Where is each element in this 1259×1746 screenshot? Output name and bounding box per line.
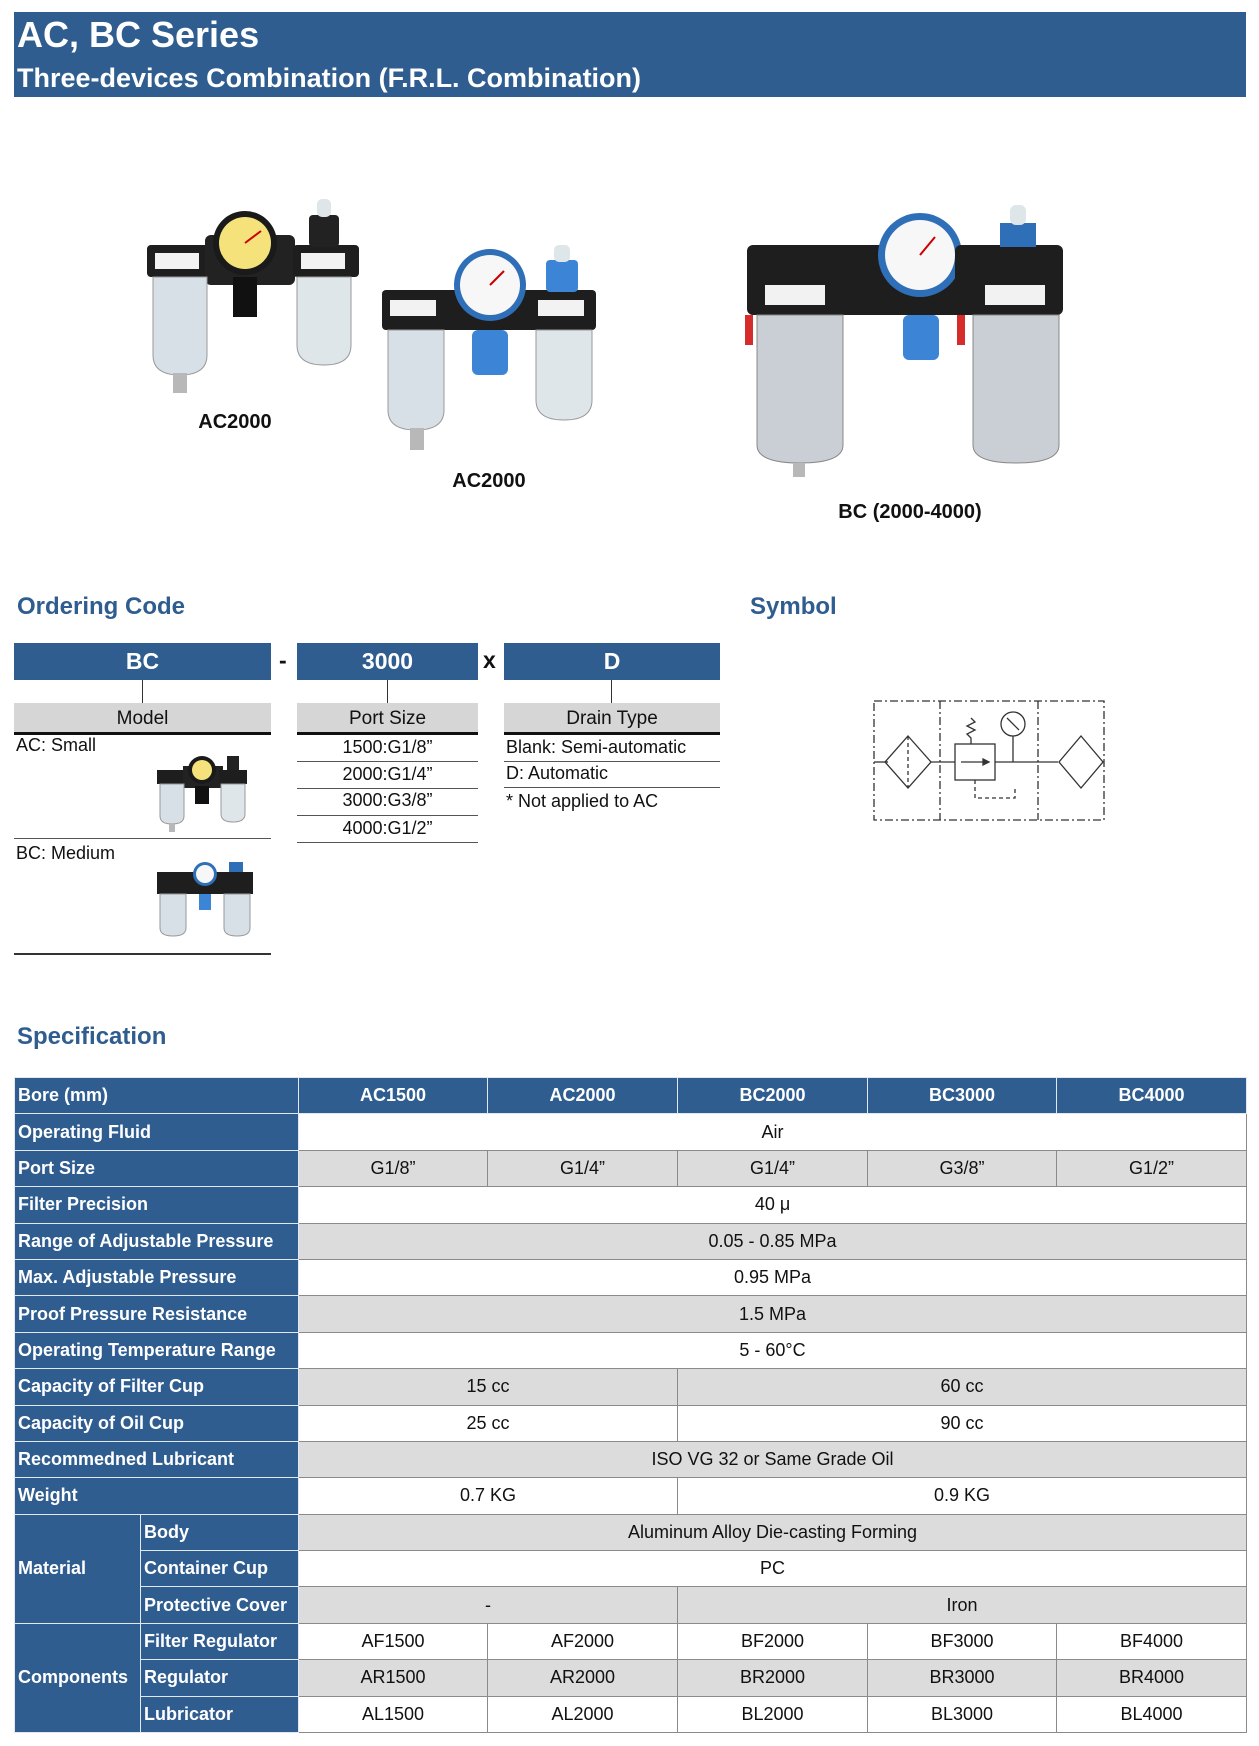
table-cell: BL4000 [1057,1696,1247,1732]
port-size-divider [297,815,478,816]
table-row [15,1587,1247,1623]
table-cell: 60 cc [678,1369,1247,1405]
model-option-medium: BC: Medium [16,843,116,863]
code-separator-dash: - [279,647,287,673]
product-image-ac2000 [380,245,600,455]
drain-divider [504,787,720,788]
table-cell: 0.7 KG [299,1478,678,1514]
port-size-divider [297,761,478,762]
table-cell: 0.05 - 0.85 MPa [299,1223,1247,1259]
table-cell: AF2000 [488,1623,678,1659]
table-row [15,1332,1247,1368]
row-label: Operating Temperature Range [15,1332,299,1368]
row-label: Operating Fluid [15,1114,299,1150]
table-row [15,1078,1247,1114]
drain-type-column-header: Drain Type [504,703,720,735]
table-cell: G3/8” [868,1150,1057,1186]
port-size-option-1500: 1500:G1/8” [342,737,433,757]
row-label: Body [141,1514,299,1550]
row-label: Lubricator [141,1696,299,1732]
port-size-divider [297,788,478,789]
table-cell: BR2000 [678,1660,868,1696]
page-header [14,12,1246,97]
product-caption-1: AC2000 [198,411,272,433]
table-cell: AR1500 [299,1660,488,1696]
row-label: Range of Adjustable Pressure [15,1223,299,1259]
drain-option-semi-automatic: Blank: Semi-automatic [506,737,687,757]
table-row [15,1223,1247,1259]
table-cell: 15 cc [299,1369,678,1405]
model-header-cell: AC2000 [488,1078,678,1114]
model-small-image [155,752,250,832]
table-cell: AL1500 [299,1696,488,1732]
table-row [15,1551,1247,1587]
table-cell: ISO VG 32 or Same Grade Oil [299,1441,1247,1477]
row-label: Max. Adjustable Pressure [15,1259,299,1295]
table-cell: AR2000 [488,1660,678,1696]
port-size-option-2000: 2000:G1/4” [342,764,433,784]
model-header-cell: BC3000 [868,1078,1057,1114]
table-row [15,1441,1247,1477]
row-label: Bore (mm) [15,1078,299,1114]
table-row [15,1514,1247,1550]
product-image-bc [745,205,1065,480]
table-cell: AL2000 [488,1696,678,1732]
table-cell: BF2000 [678,1623,868,1659]
page-title: AC, BC Series [17,14,260,55]
row-label: Capacity of Filter Cup [15,1369,299,1405]
table-row [15,1369,1247,1405]
table-cell: - [299,1587,678,1623]
table-cell: AF1500 [299,1623,488,1659]
table-cell: 40 μ [299,1187,1247,1223]
table-row [15,1296,1247,1332]
port-size-bottom-line [297,842,478,843]
table-cell: 1.5 MPa [299,1296,1247,1332]
row-label: Capacity of Oil Cup [15,1405,299,1441]
drain-option-automatic: D: Automatic [506,763,609,783]
model-divider [14,838,271,839]
table-cell: BL2000 [678,1696,868,1732]
group-label-components: Components [15,1623,141,1732]
symbol-title: Symbol [750,593,837,620]
row-label: Regulator [141,1660,299,1696]
table-row [15,1405,1247,1441]
row-label: Filter Regulator [141,1623,299,1659]
model-header-cell: BC4000 [1057,1078,1247,1114]
row-label: Weight [15,1478,299,1514]
table-row [15,1623,1247,1659]
table-row [15,1259,1247,1295]
drain-divider [504,761,720,762]
product-caption-3: BC (2000-4000) [838,501,982,523]
connector-line [611,680,612,703]
table-row [15,1478,1247,1514]
table-cell: 25 cc [299,1405,678,1441]
table-cell: BR3000 [868,1660,1057,1696]
table-row [15,1114,1247,1150]
row-label: Protective Cover [141,1587,299,1623]
connector-line [387,680,388,703]
port-size-column-header: Port Size [297,703,478,735]
specification-table [14,1077,1247,1733]
row-label: Recommedned Lubricant [15,1441,299,1477]
port-size-option-3000: 3000:G3/8” [342,790,433,810]
specification-title: Specification [17,1023,167,1050]
table-cell: G1/4” [488,1150,678,1186]
table-cell: Iron [678,1587,1247,1623]
table-cell: 90 cc [678,1405,1247,1441]
table-row [15,1150,1247,1186]
code-drain-box: D [504,643,720,680]
model-medium-image [155,860,255,942]
drain-note: * Not applied to AC [506,791,659,811]
table-cell: BF3000 [868,1623,1057,1659]
table-row [15,1660,1247,1696]
port-size-option-4000: 4000:G1/2” [342,818,433,838]
product-caption-2: AC2000 [452,470,526,492]
connector-line [142,680,143,703]
table-cell: G1/8” [299,1150,488,1186]
row-label: Container Cup [141,1551,299,1587]
table-cell: G1/4” [678,1150,868,1186]
table-cell: 0.95 MPa [299,1259,1247,1295]
code-separator-x: x [483,647,496,673]
model-column-header: Model [14,703,271,735]
table-cell: BF4000 [1057,1623,1247,1659]
group-label-material: Material [15,1514,141,1623]
model-header-cell: AC1500 [299,1078,488,1114]
ordering-code-title: Ordering Code [17,593,186,620]
table-cell: PC [299,1551,1247,1587]
table-cell: G1/2” [1057,1150,1247,1186]
code-model-box: BC [14,643,271,680]
table-cell: BR4000 [1057,1660,1247,1696]
table-cell: Aluminum Alloy Die-casting Forming [299,1514,1247,1550]
row-label: Filter Precision [15,1187,299,1223]
model-bottom-line [14,953,271,955]
model-header-cell: BC2000 [678,1078,868,1114]
table-cell: 5 - 60°C [299,1332,1247,1368]
table-cell: 0.9 KG [678,1478,1247,1514]
frl-symbol-diagram [873,700,1105,822]
table-row [15,1187,1247,1223]
row-label: Port Size [15,1150,299,1186]
page-subtitle: Three-devices Combination (F.R.L. Combination) [17,63,642,93]
table-cell: BL3000 [868,1696,1057,1732]
product-image-ac2000-small [145,195,360,395]
table-row [15,1696,1247,1732]
model-option-small: AC: Small [16,735,97,755]
row-label: Proof Pressure Resistance [15,1296,299,1332]
table-cell: Air [299,1114,1247,1150]
code-port-box: 3000 [297,643,478,680]
